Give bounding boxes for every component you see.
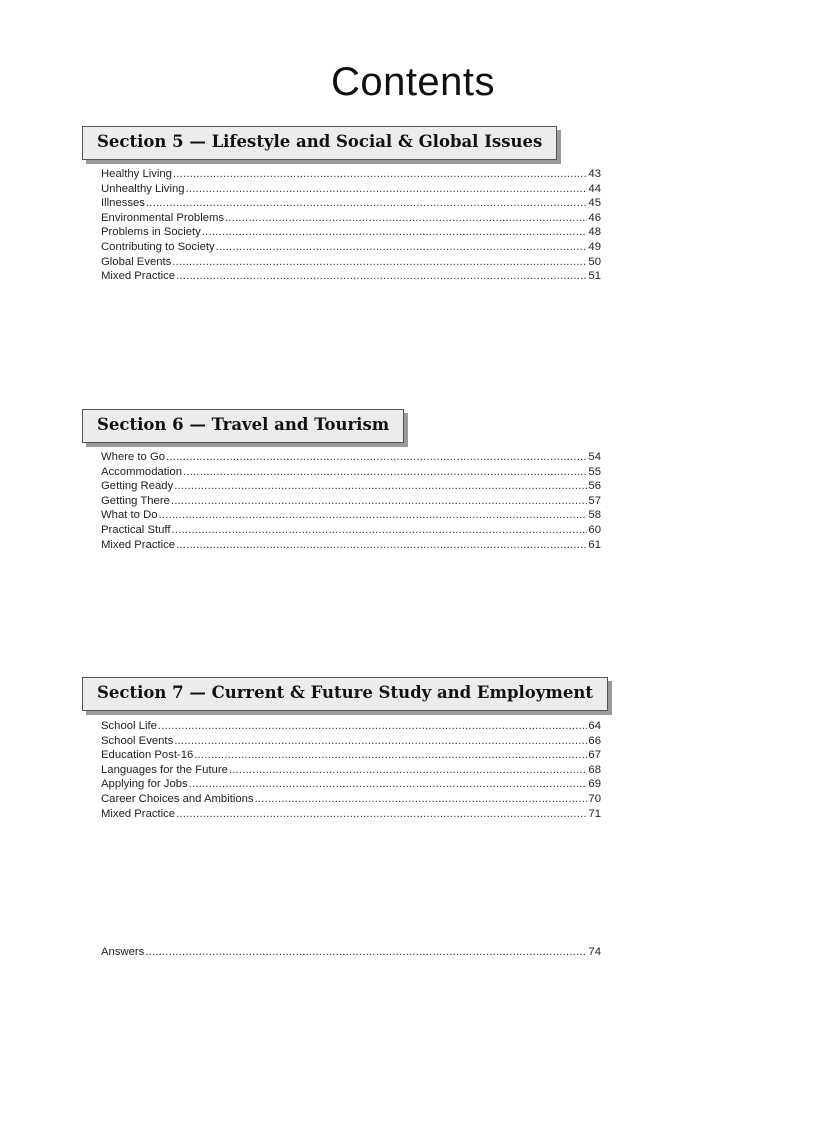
toc-entry-label: Getting Ready (101, 480, 174, 493)
toc-entry-label: Education Post-16 (101, 749, 194, 762)
section-6 (82, 409, 602, 551)
toc-entry-page: 64 (588, 720, 601, 732)
toc-entry-label: Practical Stuff (101, 523, 171, 536)
toc-entry-page: 67 (588, 749, 601, 762)
toc-entry-label: Languages for the Future (101, 763, 228, 776)
toc-entry-illnesses[interactable] (101, 196, 601, 211)
toc-entry-page: 68 (588, 763, 601, 776)
toc-entry-languages-for-the-future[interactable] (101, 763, 601, 778)
dot-leader (172, 255, 587, 270)
toc-entry-page: 69 (588, 778, 601, 791)
toc-entry-page: 70 (588, 792, 601, 805)
dot-leader (189, 777, 588, 792)
toc-entry-page: 71 (588, 807, 601, 820)
dot-leader (166, 450, 587, 465)
toc-entry-page: 45 (588, 197, 601, 210)
toc-entry-education-post-16[interactable] (101, 748, 601, 763)
dot-leader (146, 196, 587, 211)
toc-entry-label: Where to Go (101, 451, 166, 463)
toc-entry-healthy-living[interactable] (101, 167, 601, 182)
toc-entry-label: Applying for Jobs (101, 778, 188, 791)
dot-leader (173, 167, 587, 182)
answers-toc-list (101, 945, 601, 960)
toc-entry-label: Accommodation (101, 465, 182, 478)
dot-leader (176, 807, 587, 822)
dot-leader (159, 508, 588, 523)
dot-leader (186, 182, 588, 197)
toc-entry-page: 55 (588, 465, 601, 478)
dot-leader (183, 465, 587, 480)
section-7 (82, 677, 602, 820)
toc-entry-applying-for-jobs[interactable] (101, 777, 601, 792)
toc-entry-page: 51 (588, 270, 601, 283)
dot-leader (225, 211, 587, 226)
toc-entry-where-to-go[interactable] (101, 450, 601, 465)
toc-entry-page: 56 (588, 480, 601, 493)
section-5 (82, 126, 602, 283)
toc-entry-career-choices-and-ambitions[interactable] (101, 792, 601, 807)
toc-entry-label: Mixed Practice (101, 270, 176, 283)
section-7-toc-list (101, 719, 601, 821)
toc-entry-page: 46 (588, 211, 601, 224)
toc-entry-label: School Life (101, 720, 157, 732)
toc-entry-answers[interactable] (101, 945, 601, 960)
dot-leader (216, 240, 588, 255)
toc-entry-what-to-do[interactable] (101, 508, 601, 523)
toc-entry-page: 58 (588, 509, 601, 522)
toc-entry-unhealthy-living[interactable] (101, 182, 601, 197)
page-title: Contents (330, 60, 496, 104)
toc-entry-label: Unhealthy Living (101, 182, 185, 195)
dot-leader (255, 792, 588, 807)
toc-entry-page: 74 (588, 946, 601, 958)
section-6-toc-list (101, 450, 601, 552)
toc-entry-mixed-practice[interactable] (101, 538, 601, 553)
section-6-heading: Section 6 — Travel and Tourism (82, 409, 404, 443)
dot-leader (194, 748, 587, 763)
toc-entry-label: Mixed Practice (101, 538, 176, 551)
section-5-heading: Section 5 — Lifestyle and Social & Global Issues (82, 126, 557, 160)
toc-entry-mixed-practice[interactable] (101, 269, 601, 284)
dot-leader (202, 225, 588, 240)
dot-leader (229, 763, 588, 778)
toc-entry-label: Career Choices and Ambitions (101, 792, 254, 805)
toc-entry-label: Environmental Problems (101, 211, 225, 224)
toc-entry-problems-in-society[interactable] (101, 225, 601, 240)
toc-entry-school-events[interactable] (101, 734, 601, 749)
toc-entry-label: Answers (101, 946, 145, 958)
toc-entry-page: 60 (588, 523, 601, 536)
toc-entry-label: Contributing to Society (101, 240, 215, 253)
toc-entry-contributing-to-society[interactable] (101, 240, 601, 255)
toc-entry-label: Problems in Society (101, 226, 201, 239)
toc-entry-label: Global Events (101, 255, 172, 268)
toc-entry-label: Healthy Living (101, 168, 172, 180)
dot-leader (174, 479, 587, 494)
toc-entry-page: 49 (588, 240, 601, 253)
toc-entry-getting-there[interactable] (101, 494, 601, 509)
dot-leader (172, 523, 588, 538)
toc-entry-label: Getting There (101, 494, 170, 507)
toc-entry-page: 48 (588, 226, 601, 239)
toc-entry-page: 50 (588, 255, 601, 268)
toc-entry-label: What to Do (101, 509, 158, 522)
toc-entry-label: Mixed Practice (101, 807, 176, 820)
toc-entry-school-life[interactable] (101, 719, 601, 734)
toc-entry-label: Illnesses (101, 197, 145, 210)
toc-entry-environmental-problems[interactable] (101, 211, 601, 226)
toc-entry-page: 66 (588, 734, 601, 747)
toc-entry-accommodation[interactable] (101, 465, 601, 480)
toc-entry-page: 44 (588, 182, 601, 195)
toc-entry-label: School Events (101, 734, 174, 747)
dot-leader (145, 945, 587, 960)
toc-entry-page: 57 (588, 494, 601, 507)
dot-leader (174, 734, 587, 749)
dot-leader (158, 719, 588, 734)
dot-leader (176, 538, 587, 553)
toc-entry-page: 43 (588, 168, 601, 180)
toc-entry-practical-stuff[interactable] (101, 523, 601, 538)
dot-leader (176, 269, 587, 284)
section-5-toc-list (101, 167, 601, 284)
toc-entry-mixed-practice[interactable] (101, 807, 601, 822)
toc-entry-page: 54 (588, 451, 601, 463)
section-7-heading: Section 7 — Current & Future Study and Employment (82, 677, 608, 711)
toc-entry-page: 61 (588, 538, 601, 551)
dot-leader (171, 494, 588, 509)
toc-entry-global-events[interactable] (101, 255, 601, 270)
toc-entry-getting-ready[interactable] (101, 479, 601, 494)
